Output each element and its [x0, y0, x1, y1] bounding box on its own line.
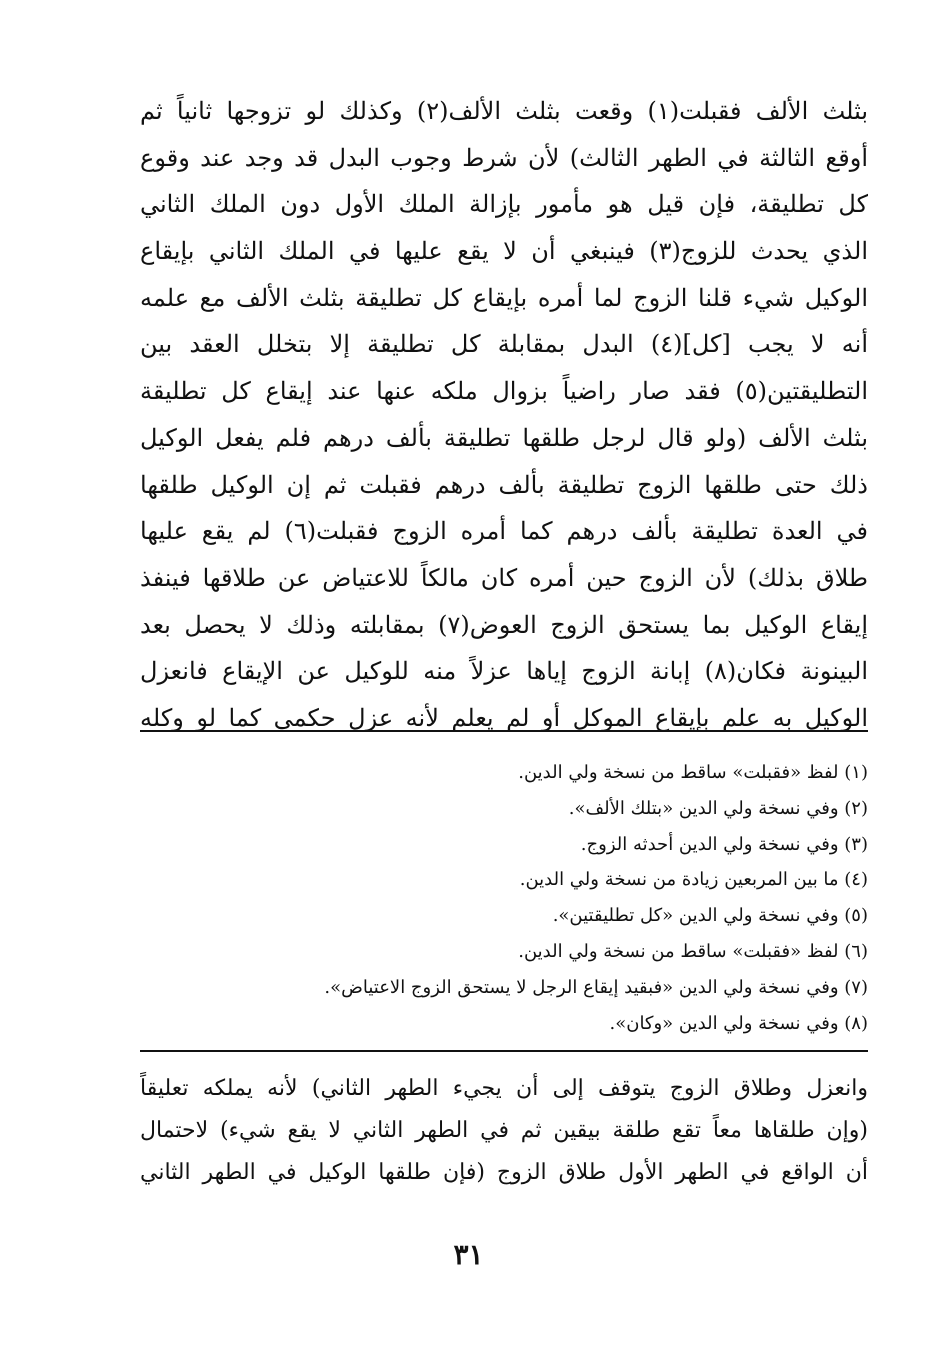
footnote-item: (٥) وفي نسخة ولي الدين «كل تطليقتين». — [552, 905, 868, 927]
main-text-line: طلاق بذلك) لأن الزوج حين أمره كان مالكاً للاعتياض عن طلاقها فينفذ — [140, 563, 868, 592]
main-text-line: التطليقتين(٥) فقد صار راضياً بزوال ملكه عنها عند إيقاع كل تطليقة — [140, 377, 868, 406]
main-text-line: أوقع الثالثة في الطهر الثالث) لأن شرط وجوب البدل قد وجد عند وقوع — [140, 143, 868, 172]
footnote-item: (٦) لفظ «فقبلت» ساقط من نسخة ولي الدين. — [518, 940, 868, 962]
main-text-block — [140, 88, 868, 742]
main-text-line: الوكيل به علم بإيقاع الموكل أو لم يعلم لأنه عزل حكمي كما لو وكله — [140, 703, 868, 732]
footnotes-list — [200, 755, 868, 1041]
footnote-item: (٣) وفي نسخة ولي الدين أحدثه الزوج. — [580, 833, 868, 855]
commentary-block — [140, 1068, 868, 1194]
footnote-item: (٤) ما بين المربعين زيادة من نسخة ولي الدين. — [519, 869, 868, 891]
footnote-item: (٧) وفي نسخة ولي الدين «فبقيد إيقاع الرجل لا يستحق الزوج الاعتياض». — [324, 976, 868, 998]
main-text-line: ذلك حتى طلقها الزوج تطليقة بألف درهم فقبلت ثم إن الوكيل طلقها — [140, 470, 868, 499]
main-text-line: بثلث الألف (ولو قال لرجل طلقها تطليقة بألف درهم فلم يفعل الوكيل — [140, 423, 868, 452]
footnote-item: (٢) وفي نسخة ولي الدين «بتلك الألف». — [568, 797, 868, 819]
main-text-line: بثلث الألف فقبلت(١) وقعت بثلث الألف(٢) وكذلك لو تزوجها ثانياً ثم — [140, 97, 868, 125]
commentary-line: وانعزل وطلاق الزوج يتوقف إلى أن يجيء الطهر الثاني) لأنه يملكه تعليقاً — [140, 1076, 868, 1101]
commentary-line: أن الواقع في الطهر الأول طلاق الزوج (فإن طلقها الوكيل في الطهر الثاني — [140, 1160, 868, 1185]
footnote-divider — [140, 730, 868, 732]
main-text-line: البينونة فكان(٨) إبانة الزوج إياها عزلاً منه للوكيل عن الإيقاع فانعزل — [140, 657, 868, 686]
page-number: ٣١ — [453, 1238, 484, 1271]
footnote-item: (١) لفظ «فقبلت» ساقط من نسخة ولي الدين. — [518, 762, 868, 783]
commentary-line: (وإن طلقاها معاً تقع طلقة بيقين ثم في الطهر الثاني لا يقع شيء) لاحتمال — [140, 1118, 868, 1143]
main-text-line: أنه لا يجب [كل](٤) البدل بمقابلة كل تطليقة إلا بتخلل العقد بين — [140, 330, 868, 359]
main-text-line: كل تطليقة، فإن قيل هو مأمور بإزالة الملك الأول دون الملك الثاني — [140, 190, 868, 219]
main-text-line: الذي يحدث للزوج(٣) فينبغي أن لا يقع عليها في الملك الثاني بإيقاع — [140, 237, 868, 266]
main-text-line: في العدة تطليقة بألف درهم كما أمره الزوج فقبلت(٦) لم يقع عليها — [140, 517, 868, 546]
footnote-item: (٨) وفي نسخة ولي الدين «وكان». — [609, 1012, 868, 1034]
commentary-divider — [140, 1050, 868, 1052]
main-text-line: إيقاع الوكيل بما يستحق الزوج العوض(٧) بمقابلته وذلك لا يحصل بعد — [140, 610, 868, 639]
main-text-line: الوكيل شيء قلنا الزوج لما أمره بإيقاع كل تطليقة بثلث الألف مع علمه — [140, 283, 868, 312]
